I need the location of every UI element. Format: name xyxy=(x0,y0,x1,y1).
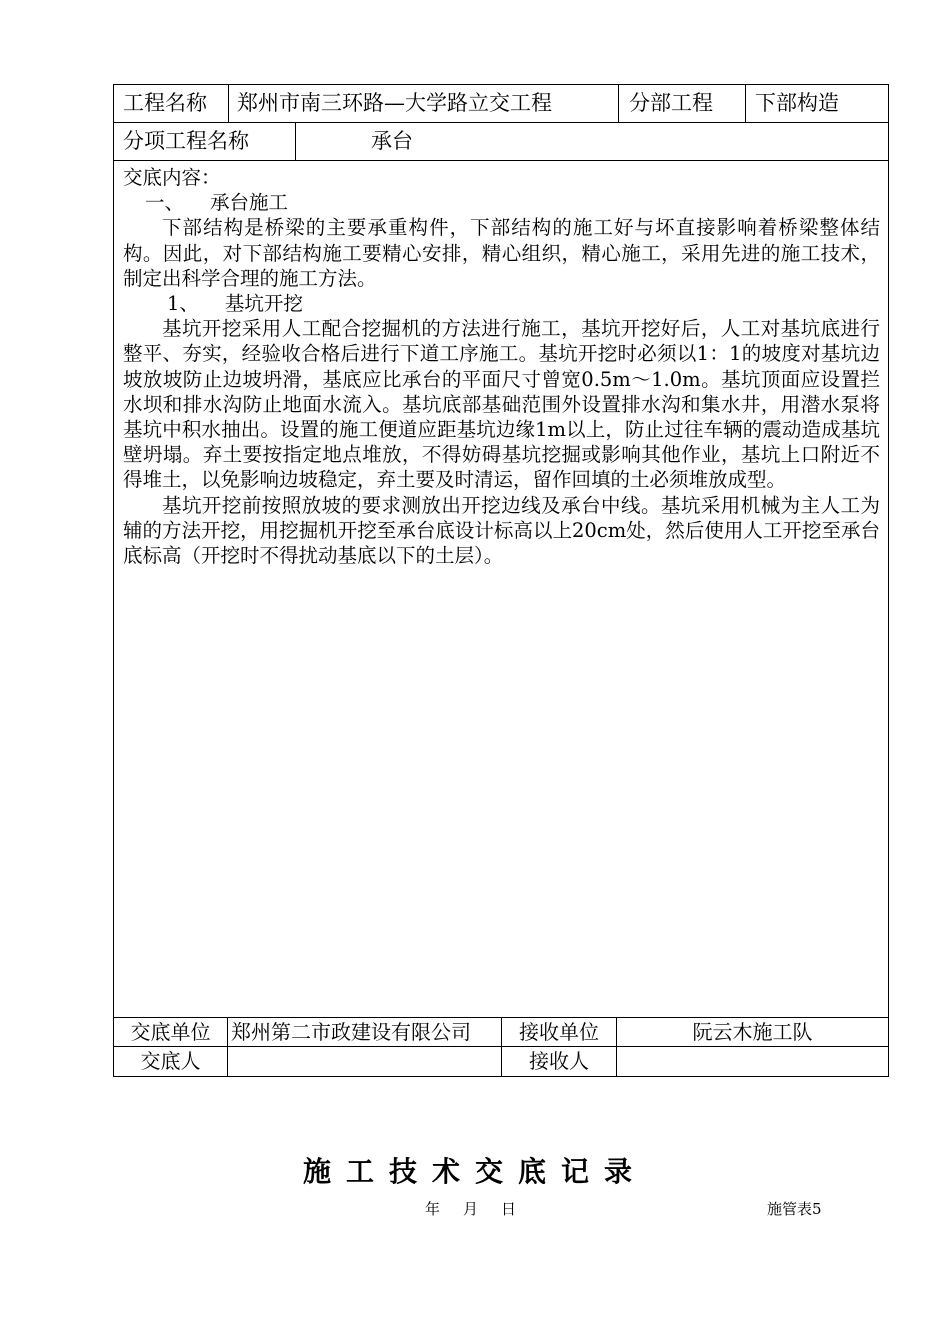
disclosure-form-table xyxy=(113,84,889,1077)
receiver-person-label: 接收人 xyxy=(502,1047,617,1076)
excavation-paragraph-1: 基坑开挖采用人工配合挖掘机的方法进行施工，基坑开挖好后，人工对基坑底进行整平、夯实，经验收合格后进行下道工序施工。基坑开挖时必须以1：1的坡度对基坑边坡放坡防止边坡坍滑，基底应比承台的平面尺寸曾宽0.5m～1.0m。基坑顶面应设置拦水坝和排水沟防止地面水流入。基坑底部基础范围外设置排水沟和集水井，用潜水泵将基坑中积水抽出。设置的施工便道应距基坑边缘1m以上，防止过往车辆的震动造成基坑壁坍塌。弃土要按指定地点堆放，不得妨碍基坑挖掘或影响其他作业，基坑上口附近不得堆土，以免影响边坡稳定，弃土要及时清运，留作回填的土必须堆放成型。 xyxy=(123,317,880,492)
project-name-value: 郑州市南三环路—大学路立交工程 xyxy=(229,85,619,122)
content-heading: 交底内容： xyxy=(123,166,221,189)
item-row xyxy=(114,123,888,161)
section-heading xyxy=(123,190,880,215)
receiver-unit-label: 接收单位 xyxy=(502,1018,617,1046)
item-name-value: 承台 xyxy=(371,129,413,153)
excavation-paragraph-2: 基坑开挖前按照放坡的要求测放出开挖边线及承台中线。基坑采用机械为主人工为辅的方法开挖，用挖掘机开挖至承台底设计标高以上20cm处，然后使用人工开挖至承台底标高（开挖时不得扰动基底以下的土层）。 xyxy=(123,493,880,568)
issuer-person-label: 交底人 xyxy=(114,1047,228,1076)
receiver-person-value xyxy=(617,1047,888,1076)
section-number: 一、 xyxy=(145,191,185,215)
subsection-title: 基坑开挖 xyxy=(224,292,303,316)
form-title: 施工技术交底记录 xyxy=(302,1155,647,1188)
project-row xyxy=(114,85,888,123)
unit-row xyxy=(114,1018,888,1047)
subsection-number: 1、 xyxy=(167,292,199,316)
project-name-label: 工程名称 xyxy=(114,85,229,122)
person-row xyxy=(114,1047,888,1076)
section-title: 承台施工 xyxy=(210,191,289,215)
subsection-heading xyxy=(123,291,880,316)
intro-paragraph: 下部结构是桥梁的主要承重构件，下部结构的施工好与坏直接影响着桥梁整体结构。因此，对下部结构施工要精心安排，精心组织，精心施工，采用先进的施工技术，制定出科学合理的施工方法。 xyxy=(123,216,880,290)
issuer-person-value xyxy=(228,1047,502,1076)
issuer-unit-label: 交底单位 xyxy=(114,1018,228,1046)
receiver-unit-value: 阮云木施工队 xyxy=(692,1020,813,1044)
form-number: 施管表5 xyxy=(767,1200,822,1218)
division-value: 下部构造 xyxy=(755,91,839,115)
division-label: 分部工程 xyxy=(619,85,746,122)
date-line: 年 月 日 xyxy=(425,1200,521,1218)
content-row xyxy=(114,161,888,1018)
disclosure-content xyxy=(114,161,888,1017)
issuer-unit-value: 郑州第二市政建设有限公司 xyxy=(228,1018,502,1046)
item-name-label: 分项工程名称 xyxy=(114,123,296,160)
